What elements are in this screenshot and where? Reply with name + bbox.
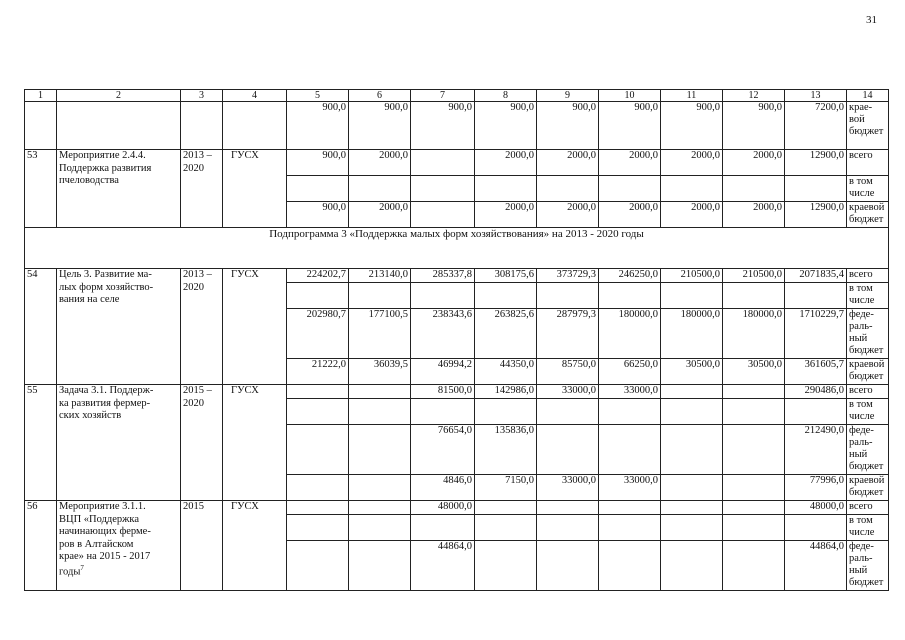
value-cell: 290486,0	[785, 385, 847, 399]
value-cell: 33000,0	[599, 385, 661, 399]
cell-line: в том	[849, 399, 873, 410]
value-cell	[287, 385, 349, 399]
value-cell: 48000,0	[785, 501, 847, 515]
cell-line: феде-	[849, 309, 874, 320]
value-cell: 900,0	[537, 102, 599, 150]
source-cell	[847, 269, 889, 283]
value-cell: 4846,0	[411, 475, 475, 501]
cell-line: крае» на 2015 - 2017	[59, 551, 151, 563]
period-cell	[181, 150, 223, 228]
value-cell	[723, 515, 785, 541]
value-cell	[287, 541, 349, 591]
value-cell: 180000,0	[723, 309, 785, 359]
header-cell: 14	[847, 90, 889, 102]
value-cell: 180000,0	[661, 309, 723, 359]
period-cell	[181, 385, 223, 501]
value-cell	[661, 283, 723, 309]
value-cell	[537, 501, 599, 515]
value-cell	[475, 515, 537, 541]
header-cell: 6	[349, 90, 411, 102]
value-cell: 1710229,7	[785, 309, 847, 359]
value-cell	[785, 515, 847, 541]
source-cell	[847, 359, 889, 385]
cell-line: Цель 3. Развитие ма-	[59, 269, 152, 280]
value-cell: 900,0	[599, 102, 661, 150]
value-cell	[661, 541, 723, 591]
cell-line: Мероприятие 2.4.4.	[59, 150, 146, 161]
cell-line: краевой	[849, 202, 885, 213]
value-cell: 900,0	[287, 102, 349, 150]
value-cell: 2000,0	[349, 202, 411, 228]
item-number-cell: 56	[25, 501, 57, 591]
cell-line: ный	[849, 565, 868, 577]
value-cell	[599, 515, 661, 541]
value-cell	[475, 399, 537, 425]
item-number-cell: 54	[25, 269, 57, 385]
value-cell: 33000,0	[537, 385, 599, 399]
value-cell	[537, 283, 599, 309]
table-row	[25, 150, 889, 176]
value-cell: 210500,0	[723, 269, 785, 283]
value-cell: 2000,0	[723, 202, 785, 228]
value-cell: 900,0	[287, 150, 349, 176]
value-cell: 361605,7	[785, 359, 847, 385]
value-cell: 66250,0	[599, 359, 661, 385]
cell-line: 2015 –	[183, 385, 212, 396]
cell-line: годы	[59, 566, 81, 578]
source-cell	[847, 102, 889, 150]
value-cell: 246250,0	[599, 269, 661, 283]
cell-line: 2020	[183, 281, 204, 293]
cell-line: 2013 –	[183, 269, 212, 280]
value-cell	[349, 501, 411, 515]
value-cell: 2000,0	[661, 150, 723, 176]
cell-line: Мероприятие 3.1.1.	[59, 501, 146, 512]
value-cell: 2000,0	[537, 202, 599, 228]
value-cell	[723, 283, 785, 309]
item-name-cell	[57, 385, 181, 501]
cell-line: бюджет	[849, 487, 884, 499]
header-cell: 9	[537, 90, 599, 102]
value-cell: 900,0	[661, 102, 723, 150]
value-cell: 212490,0	[785, 425, 847, 475]
header-cell: 7	[411, 90, 475, 102]
value-cell	[411, 150, 475, 176]
period-cell	[181, 269, 223, 385]
cell-line: всего	[849, 150, 873, 161]
value-cell: 44350,0	[475, 359, 537, 385]
value-cell: 12900,0	[785, 202, 847, 228]
value-cell: 7150,0	[475, 475, 537, 501]
value-cell	[411, 176, 475, 202]
header-cell: 11	[661, 90, 723, 102]
cell-line: бюджет	[849, 214, 884, 226]
value-cell	[723, 385, 785, 399]
value-cell	[785, 176, 847, 202]
cell-line: ров в Алтайском	[59, 538, 134, 550]
source-cell	[847, 202, 889, 228]
value-cell	[287, 475, 349, 501]
source-cell	[847, 515, 889, 541]
cell-line: 2020	[183, 162, 204, 174]
cell-line: Задача 3.1. Поддерж-	[59, 385, 154, 396]
value-cell	[599, 176, 661, 202]
cell-line: ка развития фермер-	[59, 397, 151, 409]
value-cell	[661, 385, 723, 399]
source-cell	[847, 176, 889, 202]
value-cell	[599, 283, 661, 309]
cell-line: всего	[849, 385, 873, 396]
value-cell: 285337,8	[411, 269, 475, 283]
source-cell	[847, 385, 889, 399]
period-cell	[181, 501, 223, 591]
cell-line: числе	[849, 295, 875, 307]
table-row	[25, 385, 889, 399]
item-name-cell	[57, 150, 181, 228]
value-cell: 373729,3	[537, 269, 599, 283]
value-cell: 2000,0	[349, 150, 411, 176]
value-cell: 30500,0	[723, 359, 785, 385]
value-cell: 180000,0	[599, 309, 661, 359]
value-cell	[537, 425, 599, 475]
value-cell	[475, 501, 537, 515]
value-cell	[723, 399, 785, 425]
source-cell	[847, 501, 889, 515]
header-cell: 3	[181, 90, 223, 102]
table-row	[25, 102, 889, 150]
empty-cell	[223, 102, 287, 150]
value-cell: 44864,0	[785, 541, 847, 591]
header-cell: 1	[25, 90, 57, 102]
cell-line: бюджет	[849, 371, 884, 383]
value-cell: 12900,0	[785, 150, 847, 176]
executor-cell: ГУСХ	[223, 385, 287, 501]
value-cell: 900,0	[287, 202, 349, 228]
value-cell: 46994,2	[411, 359, 475, 385]
cell-line: бюджет	[849, 126, 884, 138]
value-cell	[349, 399, 411, 425]
cell-line: ВЦП «Поддержка	[59, 513, 140, 525]
cell-line: раль-	[849, 553, 873, 565]
value-cell: 308175,6	[475, 269, 537, 283]
source-cell	[847, 150, 889, 176]
cell-line: ный	[849, 333, 868, 345]
cell-line: ный	[849, 449, 868, 461]
value-cell: 213140,0	[349, 269, 411, 283]
value-cell: 287979,3	[537, 309, 599, 359]
cell-line: числе	[849, 411, 875, 423]
value-cell: 36039,5	[349, 359, 411, 385]
cell-line: всего	[849, 501, 873, 512]
cell-line: краевой	[849, 359, 885, 370]
empty-cell	[181, 102, 223, 150]
cell-line: краевой	[849, 475, 885, 486]
value-cell	[475, 283, 537, 309]
source-cell	[847, 399, 889, 425]
cell-line: 2015	[183, 501, 204, 512]
cell-line: лых форм хозяйство-	[59, 281, 154, 293]
value-cell	[661, 501, 723, 515]
cell-line: пчеловодства	[59, 175, 119, 187]
value-cell	[599, 501, 661, 515]
value-cell	[537, 176, 599, 202]
item-number-cell: 53	[25, 150, 57, 228]
value-cell	[723, 501, 785, 515]
source-cell	[847, 541, 889, 591]
cell-line: бюджет	[849, 345, 884, 357]
cell-line: феде-	[849, 541, 874, 552]
source-cell	[847, 425, 889, 475]
executor-cell: ГУСХ	[223, 150, 287, 228]
cell-line: всего	[849, 269, 873, 280]
value-cell	[661, 475, 723, 501]
cell-line: вой	[849, 114, 865, 126]
value-cell	[599, 399, 661, 425]
footnote-mark: 7	[80, 563, 84, 572]
value-cell: 900,0	[723, 102, 785, 150]
value-cell: 210500,0	[661, 269, 723, 283]
value-cell	[287, 176, 349, 202]
value-cell: 44864,0	[411, 541, 475, 591]
header-row	[25, 90, 889, 102]
value-cell	[349, 541, 411, 591]
value-cell	[411, 399, 475, 425]
value-cell	[349, 176, 411, 202]
cell-line: 2020	[183, 397, 204, 409]
value-cell	[349, 283, 411, 309]
value-cell: 900,0	[411, 102, 475, 150]
value-cell: 33000,0	[599, 475, 661, 501]
value-cell: 21222,0	[287, 359, 349, 385]
value-cell	[287, 399, 349, 425]
value-cell	[785, 399, 847, 425]
cell-line: ских хозяйств	[59, 410, 122, 422]
cell-line: бюджет	[849, 461, 884, 473]
value-cell	[599, 541, 661, 591]
cell-line: феде-	[849, 425, 874, 436]
empty-cell	[25, 102, 57, 150]
value-cell	[537, 399, 599, 425]
value-cell	[349, 385, 411, 399]
value-cell	[785, 283, 847, 309]
value-cell	[287, 501, 349, 515]
value-cell	[723, 475, 785, 501]
value-cell: 85750,0	[537, 359, 599, 385]
header-cell: 5	[287, 90, 349, 102]
value-cell	[349, 515, 411, 541]
header-cell: 4	[223, 90, 287, 102]
value-cell: 263825,6	[475, 309, 537, 359]
value-cell	[723, 425, 785, 475]
cell-line: 2013 –	[183, 150, 212, 161]
value-cell: 81500,0	[411, 385, 475, 399]
value-cell: 177100,5	[349, 309, 411, 359]
value-cell: 2000,0	[661, 202, 723, 228]
cell-line: раль-	[849, 321, 873, 333]
cell-line: крае-	[849, 102, 873, 113]
cell-line: числе	[849, 188, 875, 200]
value-cell: 900,0	[475, 102, 537, 150]
cell-line: начинающих ферме-	[59, 526, 151, 538]
value-cell: 238343,6	[411, 309, 475, 359]
value-cell	[599, 425, 661, 475]
value-cell: 30500,0	[661, 359, 723, 385]
item-name-cell	[57, 501, 181, 591]
empty-cell	[57, 102, 181, 150]
value-cell: 2000,0	[599, 150, 661, 176]
value-cell: 2000,0	[475, 202, 537, 228]
header-cell: 13	[785, 90, 847, 102]
cell-line: в том	[849, 176, 873, 187]
subprogram-row	[25, 228, 889, 269]
cell-line: вания на селе	[59, 294, 120, 306]
value-cell	[475, 176, 537, 202]
value-cell: 33000,0	[537, 475, 599, 501]
cell-line: в том	[849, 515, 873, 526]
item-number-cell: 55	[25, 385, 57, 501]
cell-line: в том	[849, 283, 873, 294]
value-cell: 2071835,4	[785, 269, 847, 283]
value-cell	[411, 283, 475, 309]
value-cell	[661, 176, 723, 202]
value-cell: 76654,0	[411, 425, 475, 475]
page-number: 31	[866, 14, 877, 26]
value-cell	[537, 541, 599, 591]
value-cell: 224202,7	[287, 269, 349, 283]
cell-line: бюджет	[849, 577, 884, 589]
value-cell	[349, 425, 411, 475]
header-cell: 12	[723, 90, 785, 102]
value-cell	[661, 515, 723, 541]
value-cell	[287, 425, 349, 475]
value-cell: 2000,0	[723, 150, 785, 176]
source-cell	[847, 309, 889, 359]
table-row	[25, 269, 889, 283]
value-cell	[723, 541, 785, 591]
value-cell	[661, 399, 723, 425]
value-cell	[537, 515, 599, 541]
header-cell: 2	[57, 90, 181, 102]
cell-line: раль-	[849, 437, 873, 449]
item-name-cell	[57, 269, 181, 385]
value-cell	[411, 202, 475, 228]
subprogram-title: Подпрограмма 3 «Поддержка малых форм хозяйствования» на 2013 - 2020 годы	[25, 228, 889, 269]
value-cell: 48000,0	[411, 501, 475, 515]
value-cell: 2000,0	[537, 150, 599, 176]
cell-line: числе	[849, 527, 875, 539]
value-cell: 77996,0	[785, 475, 847, 501]
value-cell	[287, 283, 349, 309]
source-cell	[847, 283, 889, 309]
header-cell: 10	[599, 90, 661, 102]
value-cell: 2000,0	[599, 202, 661, 228]
source-cell	[847, 475, 889, 501]
value-cell: 2000,0	[475, 150, 537, 176]
cell-line: Поддержка развития	[59, 162, 152, 174]
value-cell: 202980,7	[287, 309, 349, 359]
value-cell	[723, 176, 785, 202]
value-cell: 7200,0	[785, 102, 847, 150]
table-row	[25, 501, 889, 515]
header-cell: 8	[475, 90, 537, 102]
executor-cell: ГУСХ	[223, 501, 287, 591]
executor-cell: ГУСХ	[223, 269, 287, 385]
value-cell	[287, 515, 349, 541]
value-cell: 135836,0	[475, 425, 537, 475]
value-cell	[661, 425, 723, 475]
value-cell	[411, 515, 475, 541]
value-cell	[349, 475, 411, 501]
budget-table	[24, 89, 889, 591]
value-cell: 142986,0	[475, 385, 537, 399]
value-cell	[475, 541, 537, 591]
value-cell: 900,0	[349, 102, 411, 150]
